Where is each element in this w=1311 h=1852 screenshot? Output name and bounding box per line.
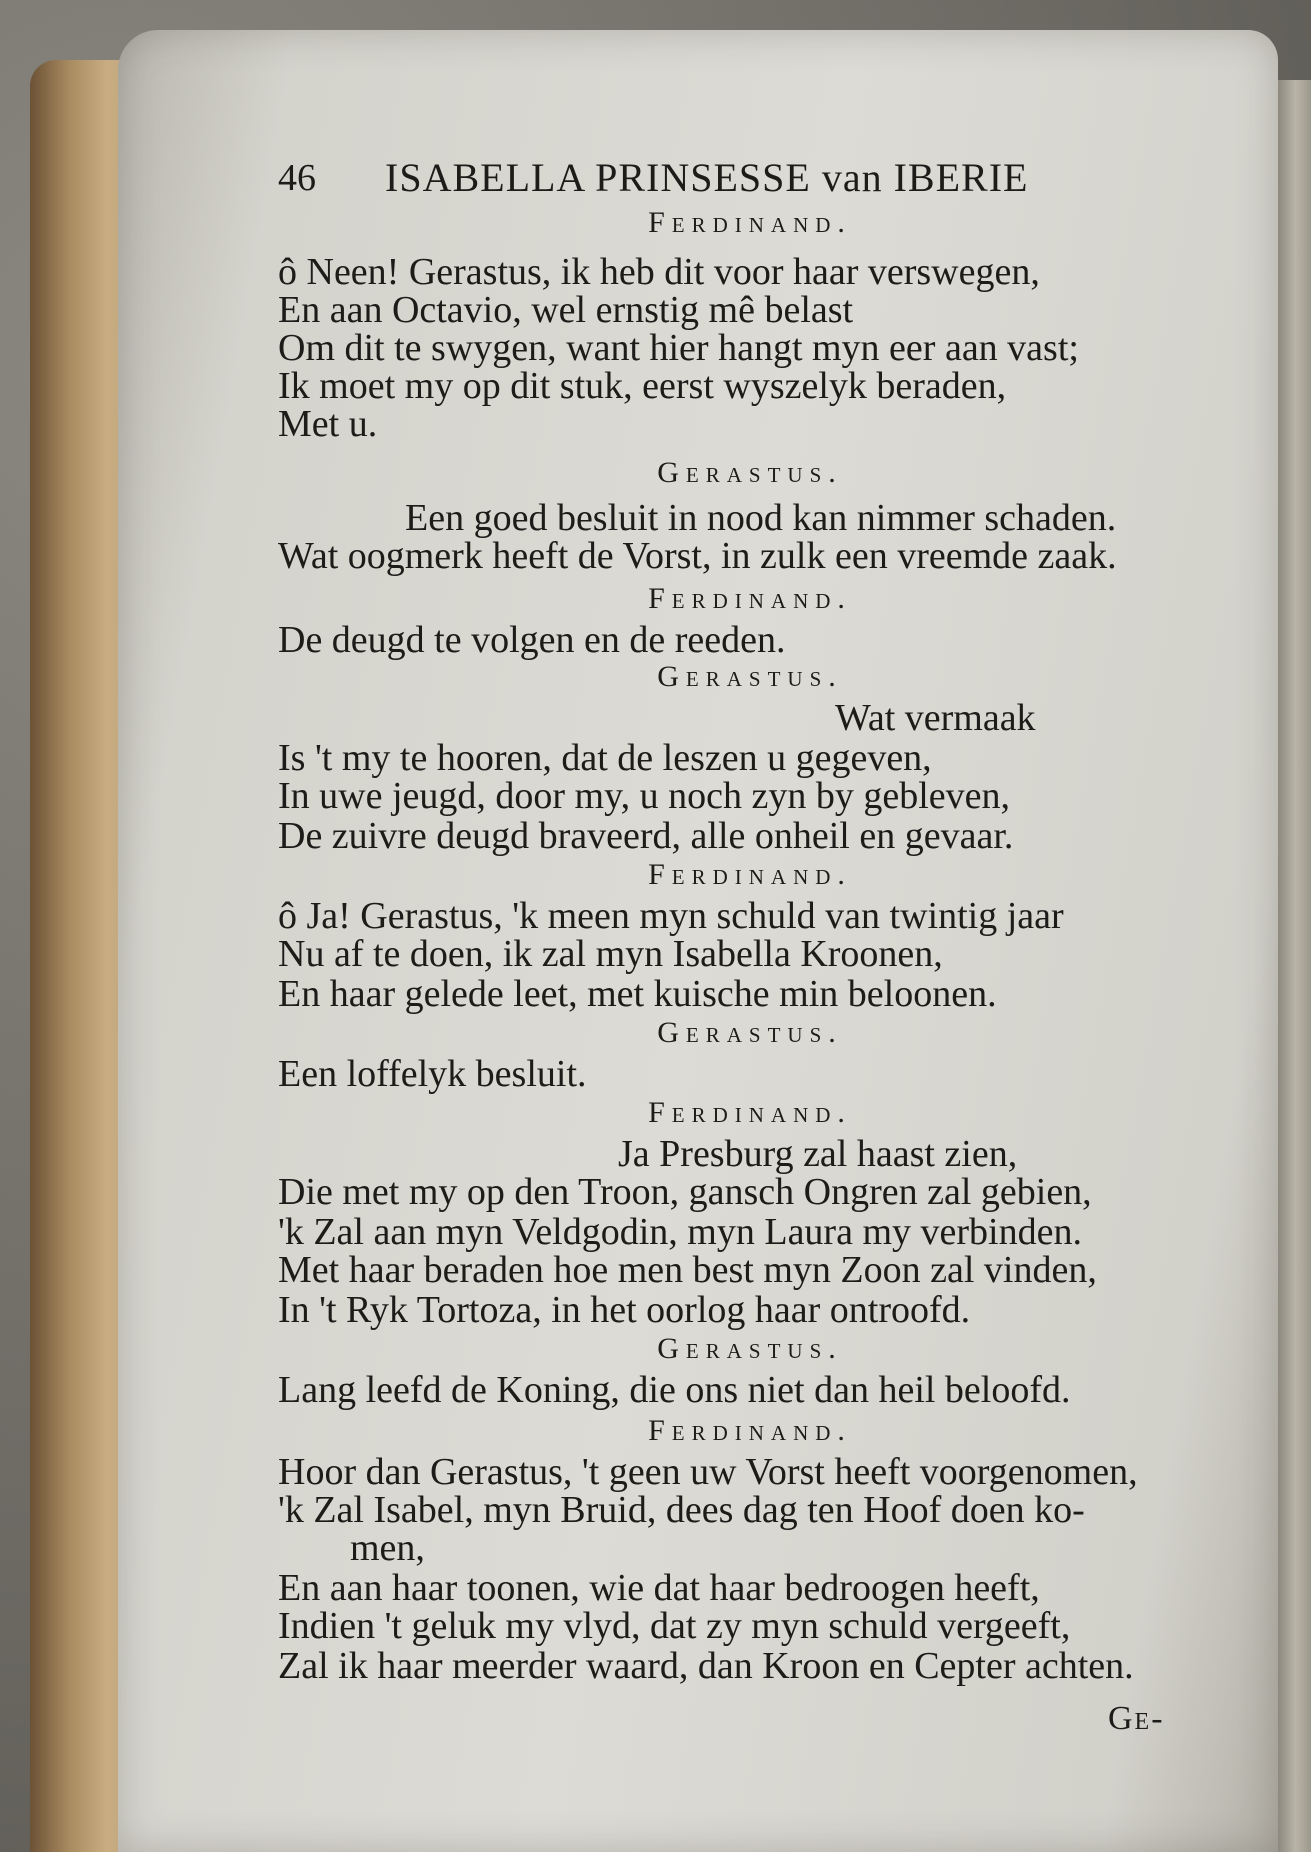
speaker-ferdinand: Ferdinand. — [648, 858, 852, 891]
speaker-ferdinand: Ferdinand. — [648, 1414, 852, 1447]
speaker-gerastus: Gerastus. — [657, 456, 843, 489]
verse-line: Die met my op den Troon, gansch Ongren zal gebien, — [278, 1171, 1092, 1213]
verse-line: Wat vermaak — [835, 697, 1036, 739]
verse-line: Een goed besluit in nood kan nimmer schaden. — [405, 497, 1117, 539]
verse-line: De zuivre deugd braveerd, alle onheil en gevaar. — [278, 815, 1014, 857]
verse-line: In 't Ryk Tortoza, in het oorlog haar ontroofd. — [278, 1289, 971, 1331]
verse-line: ô Neen! Gerastus, ik heb dit voor haar verswegen, — [278, 251, 1040, 293]
verse-line: Nu af te doen, ik zal myn Isabella Kroonen, — [278, 933, 943, 975]
verse-line: Met haar beraden hoe men best myn Zoon zal vinden, — [278, 1249, 1097, 1291]
verse-line: 'k Zal Isabel, myn Bruid, dees dag ten Hoof doen ko- — [278, 1489, 1085, 1531]
verse-line: Indien 't geluk my vlyd, dat zy myn schuld vergeeft, — [278, 1605, 1071, 1647]
verse-line: Zal ik haar meerder waard, dan Kroon en Cepter achten. — [278, 1645, 1134, 1687]
verse-line: Om dit te swygen, want hier hangt myn eer aan vast; — [278, 327, 1079, 369]
verse-line: Ja Presburg zal haast zien, — [618, 1133, 1018, 1175]
speaker-ferdinand: Ferdinand. — [648, 582, 852, 615]
verse-line: De deugd te volgen en de reeden. — [278, 619, 786, 661]
verse-line: Hoor dan Gerastus, 't geen uw Vorst heeft voorgenomen, — [278, 1451, 1138, 1493]
verse-line: Wat oogmerk heeft de Vorst, in zulk een vreemde zaak. — [278, 535, 1117, 577]
speaker-gerastus: Gerastus. — [657, 1016, 843, 1049]
page-number: 46 — [278, 157, 316, 199]
verse-line: In uwe jeugd, door my, u noch zyn by gebleven, — [278, 775, 1011, 817]
speaker-ferdinand: Ferdinand. — [648, 1096, 852, 1129]
verse-line: En haar gelede leet, met kuische min beloonen. — [278, 973, 997, 1015]
verse-line: Is 't my te hooren, dat de leszen u gegeven, — [278, 737, 932, 779]
speaker-gerastus: Gerastus. — [657, 660, 843, 693]
catchword: Ge- — [1108, 1700, 1165, 1737]
speaker-ferdinand: Ferdinand. — [648, 206, 852, 239]
verse-line: 'k Zal aan myn Veldgodin, myn Laura my verbinden. — [278, 1211, 1082, 1253]
verse-line: men, — [350, 1527, 425, 1569]
verse-line: En aan Octavio, wel ernstig mê belast — [278, 289, 854, 331]
verse-line: ô Ja! Gerastus, 'k meen myn schuld van twintig jaar — [278, 895, 1064, 937]
verse-line: Ik moet my op dit stuk, eerst wyszelyk beraden, — [278, 365, 1007, 407]
verse-line: Lang leefd de Koning, die ons niet dan heil beloofd. — [278, 1369, 1071, 1411]
verse-line: Een loffelyk besluit. — [278, 1053, 587, 1095]
verse-line: Met u. — [278, 403, 378, 445]
verse-line: En aan haar toonen, wie dat haar bedroogen heeft, — [278, 1567, 1040, 1609]
running-title: ISABELLA PRINSESSE van IBERIE — [385, 155, 1029, 200]
speaker-gerastus: Gerastus. — [657, 1332, 843, 1365]
